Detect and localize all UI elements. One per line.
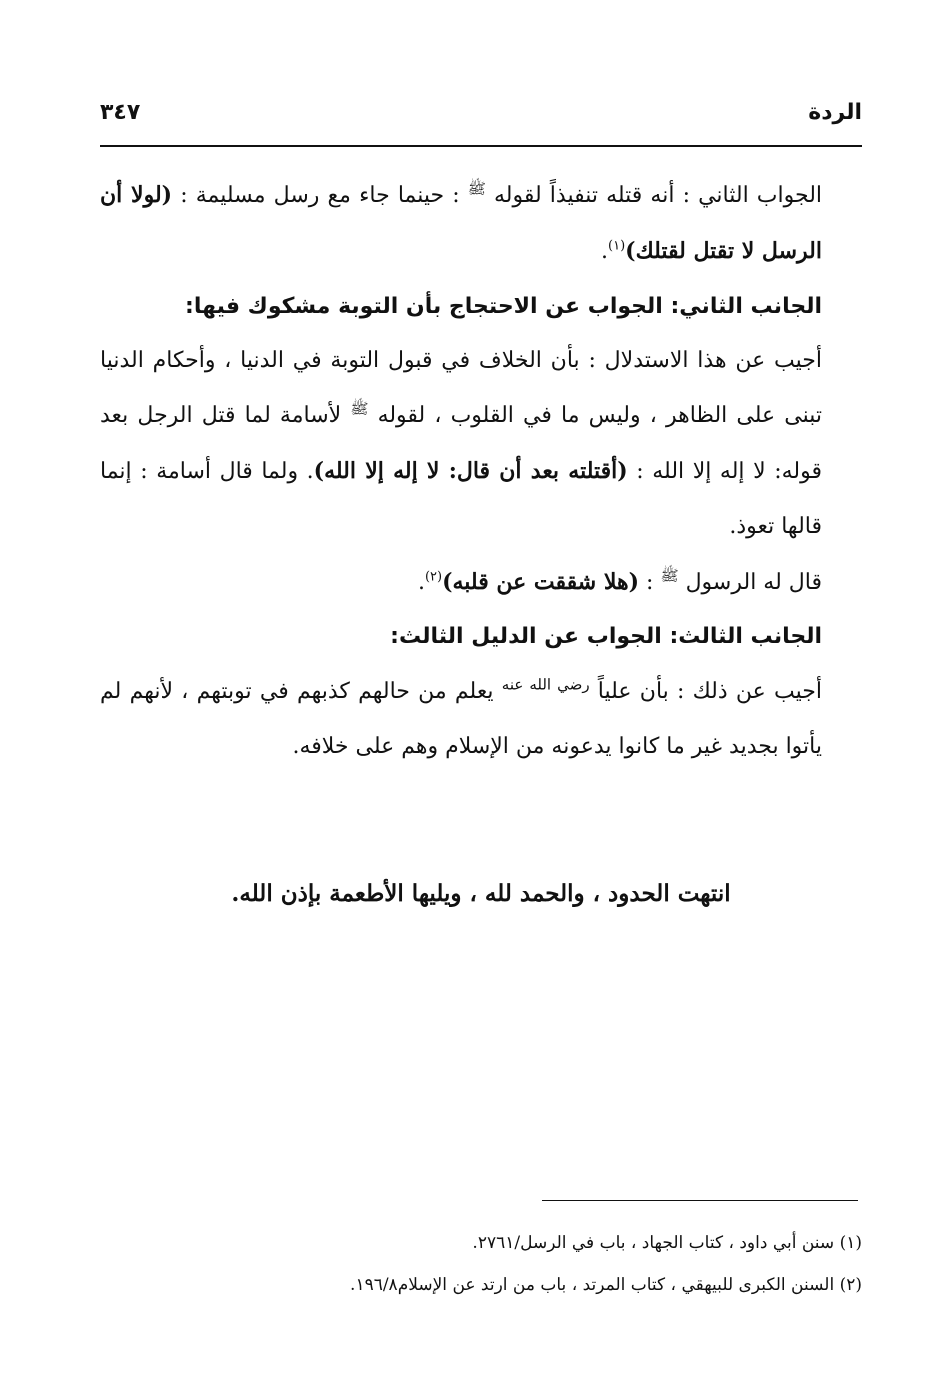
prophet-honorific-icon: ﷺ <box>350 399 369 418</box>
prophet-honorific-icon: ﷺ <box>467 179 486 198</box>
sahabi-honorific-icon: رضي الله عنه <box>501 675 590 694</box>
hadith-quote: (لولا أن الرسل لا تقتل لقتلك) <box>100 182 822 264</box>
paragraph-text: الجواب الثاني : أنه قتله تنفيذاً لقوله <box>494 183 823 208</box>
paragraph-text: لأسامة لما قتل الرجل بعد قوله: لا إله إلا الله : <box>100 403 823 484</box>
paragraph-text: يعلم من حالهم كذبهم في توبتهم ، لأنهم لم يأتوا بجديد غير ما كانوا يدعونه من الإسلام وهم على خلافه. <box>100 679 822 759</box>
hadith-quote: (أقتلته بعد أن قال: لا إله إلا الله) <box>313 457 628 484</box>
paragraph-text: : حينما جاء مع رسل مسليمة : <box>180 183 460 208</box>
page-header <box>100 96 862 136</box>
section-heading: الجانب الثالث: الجواب عن الدليل الثالث: <box>390 624 822 650</box>
page-number: ٣٤٧ <box>100 100 141 125</box>
footnote-divider <box>542 1200 858 1201</box>
footnotes <box>100 1222 862 1306</box>
paragraph-response <box>100 334 862 554</box>
footnote-marker: (٢) <box>424 569 443 585</box>
paragraph-text: أجيب عن ذلك : بأن علياً <box>597 679 822 705</box>
header-divider <box>100 145 862 147</box>
paragraph-text: : <box>646 569 654 595</box>
footnote-marker: (١) <box>608 238 626 254</box>
main-text <box>100 168 862 775</box>
paragraph-text: . <box>417 569 425 595</box>
paragraph-prophet-reply <box>100 555 862 611</box>
closing-statement: انتهت الحدود ، والحمد لله ، ويليها الأطعمة بإذن الله. <box>231 880 731 907</box>
paragraph-text: أجيب عن هذا الاستدلال : بأن الخلاف في قبول التوبة في الدنيا ، وأحكام الدنيا تبنى على الظاهر ، وليس ما في القلوب ، لقوله <box>100 348 822 429</box>
hadith-quote: (هلا شققت عن قلبه) <box>442 568 640 595</box>
section-heading: الجانب الثاني: الجواب عن الاحتجاج بأن التوبة مشكوك فيها: <box>185 293 822 319</box>
running-title: الردة <box>808 100 862 125</box>
paragraph-text: . <box>601 238 609 264</box>
prophet-honorific-icon: ﷺ <box>660 566 679 585</box>
paragraph-third-response <box>100 665 862 775</box>
paragraph-second-answer <box>100 168 862 280</box>
paragraph-text: . ولما قال أسامة : إنما قالها تعوذ. <box>100 458 822 539</box>
footnote-item: (٢) السنن الكبرى للبيهقي ، كتاب المرتد ، باب من ارتد عن الإسلام١٩٦/٨. <box>350 1275 862 1295</box>
paragraph-text: قال له الرسول <box>685 569 822 595</box>
footnote-item: (١) سنن أبي داود ، كتاب الجهاد ، باب في الرسل/٢٧٦١. <box>472 1233 862 1253</box>
